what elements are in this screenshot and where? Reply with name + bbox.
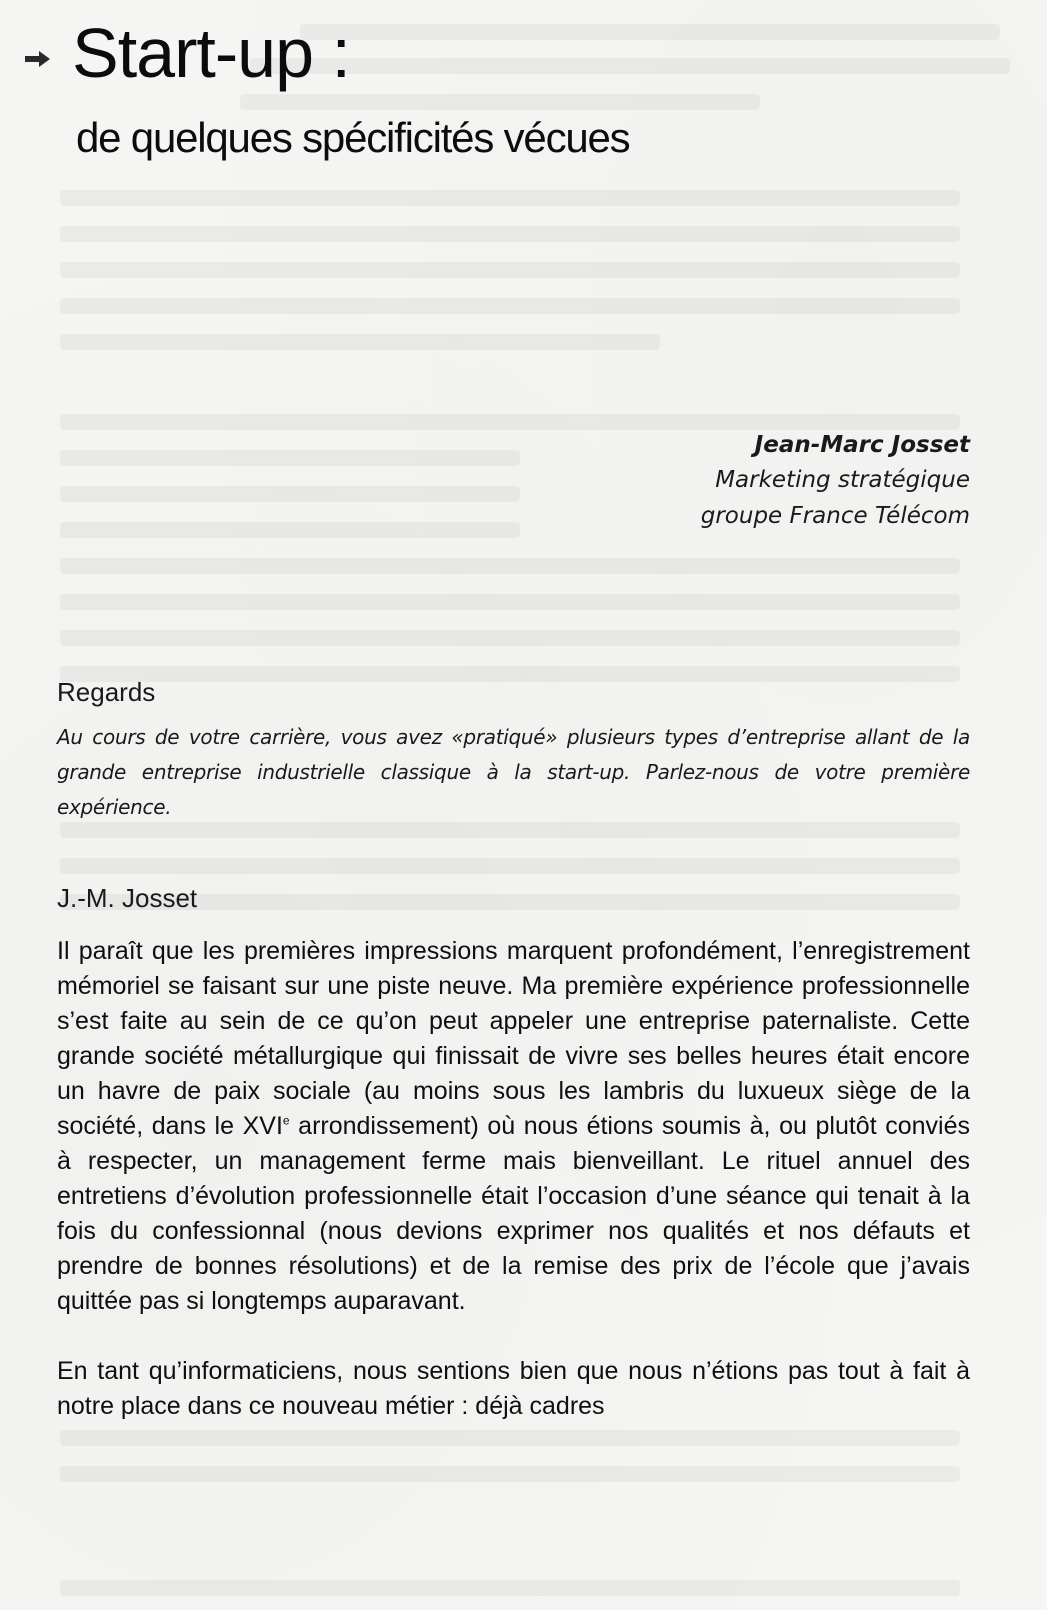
answer-paragraph <box>57 934 970 1319</box>
author-name: Jean-Marc Josset <box>754 432 970 458</box>
article-title: Start-up : <box>72 14 350 92</box>
author-role: Marketing stratégique <box>715 467 970 493</box>
author-organization: groupe France Télécom <box>700 503 970 529</box>
ordinal-superscript: e <box>282 1113 290 1128</box>
article-subtitle: de quelques spécificités vécues <box>76 114 630 161</box>
answer-block <box>57 882 970 1424</box>
question-block <box>57 676 970 825</box>
question-text: Au cours de votre carrière, vous avez «pratiqué» plusieurs types d’entreprise allant de la grande entreprise industrielle classique à la start-up. Parlez-nous de votre première expérience. <box>57 725 970 819</box>
answer-speaker: J.-M. Josset <box>57 883 198 913</box>
answer-paragraph: En tant qu’informaticiens, nous sentions bien que nous n’étions pas tout à fait à notre place dans ce nouveau métier : déjà cadres <box>57 1357 970 1420</box>
author-block <box>701 428 970 534</box>
answer-paragraph-1-part-1: Il paraît que les premières impressions marquent profondément, l’enregistrement mémoriel se faisant sur une piste neuve. Ma première expérience professionnelle s’est faite au sein de ce qu’on peut appeler une entreprise paternaliste. Cette grande société métallurgique qui finissait de vivre ses belles heures était encore un havre de paix sociale (au moins sous les lambris du luxueux siège de la société, dans le XVI <box>57 937 970 1140</box>
title-row <box>24 8 350 98</box>
question-speaker: Regards <box>57 677 156 707</box>
answer-paragraph-1-part-2: arrondissement) où nous étions soumis à, ou plutôt conviés à respecter, un management ferme mais bienveillant. Le rituel annuel des entretiens d’évolution professionnelle était l’occasion d’une séance qui tenait à la fois du confessionnal (nous devions exprimer nos qualités et nos défauts et prendre de bonnes résolutions) et de la remise des prix de l’école que j’avais quittée pas si longtemps auparavant. <box>57 1112 970 1315</box>
arrow-right-icon <box>24 48 52 70</box>
